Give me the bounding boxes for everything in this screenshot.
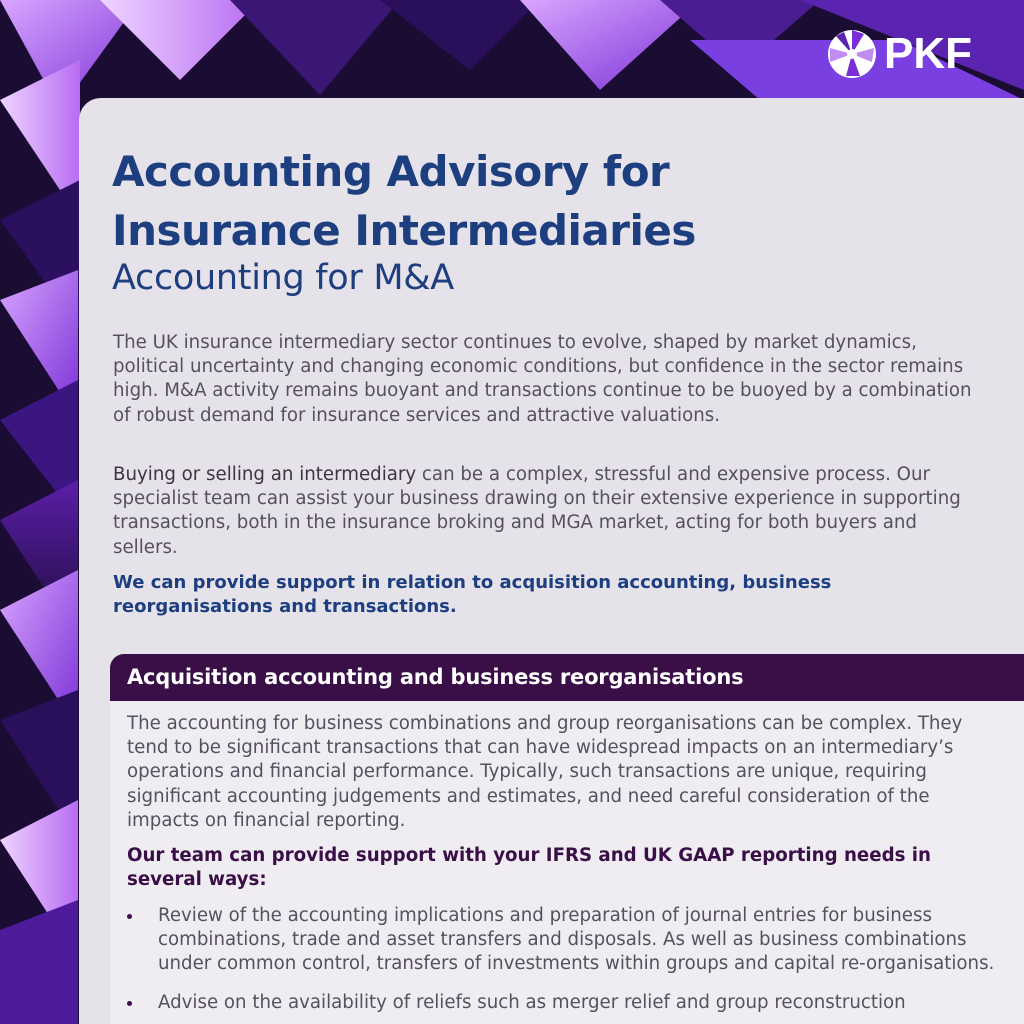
intro-paragraph-1: The UK insurance intermediary sector continues to evolve, shaped by market dynamics, political uncertainty and changing economic conditions, but confidence in the sector remains high. M&A activity remains buoyant and transactions continue to be buoyed by a combination of robust demand for insurance services and attractive valuations. bbox=[113, 332, 972, 426]
list-item bbox=[127, 991, 1007, 1015]
page-title bbox=[112, 142, 972, 260]
list-item bbox=[127, 904, 1007, 977]
intro-paragraph-2 bbox=[113, 463, 983, 560]
section-heading: Acquisition accounting and business reorganisations bbox=[110, 654, 1024, 701]
title-line-2: Insurance Intermediaries bbox=[112, 206, 696, 255]
pkf-burst-icon bbox=[826, 28, 878, 80]
bullet-icon bbox=[127, 914, 132, 919]
page-subtitle: Accounting for M&A bbox=[112, 258, 454, 298]
section-lead: Our team can provide support with your IFRS and UK GAAP reporting needs in several ways: bbox=[127, 845, 931, 891]
bullet-icon bbox=[127, 1001, 132, 1006]
bullet-text: Review of the accounting implications and preparation of journal entries for business combinations, trade and asset transfers and disposals. As well as business combinations under common control, transfers of investments within groups and capital re-organisations. bbox=[158, 905, 995, 975]
content-card bbox=[79, 98, 1024, 1024]
intro-highlight: We can provide support in relation to acquisition accounting, business reorganisations and transactions. bbox=[113, 572, 832, 618]
section-bullet-list bbox=[127, 904, 1007, 1024]
section-body: The accounting for business combinations and group reorganisations can be complex. They tend to be significant transactions that can have widespread impacts on an intermediary’s operations and financial performance. Typically, such transactions are unique, requiring significant accounting judgements and estimates, and need careful consideration of the impacts on financial reporting. bbox=[127, 713, 963, 831]
pkf-logo bbox=[826, 26, 996, 82]
brand-name: PKF bbox=[884, 29, 972, 78]
acquisition-section bbox=[110, 654, 1024, 1024]
title-line-1: Accounting Advisory for bbox=[112, 147, 670, 196]
bullet-text: Advise on the availability of reliefs such as merger relief and group reconstruction bbox=[158, 991, 906, 1013]
intro-paragraph-2-rest: can be a complex, stressful and expensive process. Our specialist team can assist your business drawing on their extensive experience in supporting transactions, both in the insurance broking and MGA market, acting for both buyers and sellers. bbox=[113, 464, 961, 558]
intro-paragraph-2-lead: Buying or selling an intermediary bbox=[113, 464, 417, 485]
